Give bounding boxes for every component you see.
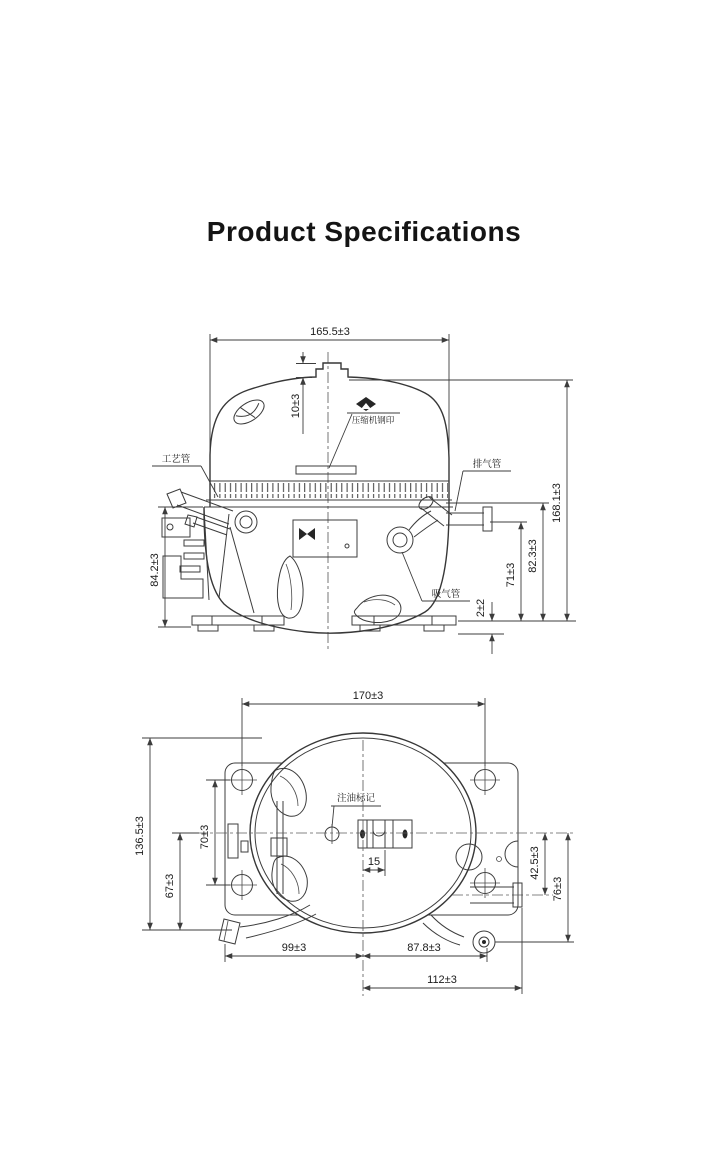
process-tube-callout xyxy=(152,453,218,497)
mounting-feet xyxy=(192,616,456,631)
top-view-drawing xyxy=(110,680,590,1010)
svg-text:2±2: 2±2 xyxy=(475,598,487,618)
process-tube-label: 工艺管 xyxy=(161,454,191,465)
nameplate xyxy=(293,520,357,557)
dim-pipe-offset xyxy=(529,833,545,895)
svg-text:10±3: 10±3 xyxy=(290,393,302,419)
svg-text:87.8±3: 87.8±3 xyxy=(407,942,441,954)
svg-text:82.3±3: 82.3±3 xyxy=(527,539,539,573)
rubber-mounts xyxy=(277,556,401,623)
svg-text:67±3: 67±3 xyxy=(164,873,176,899)
plate-notch xyxy=(505,841,518,867)
svg-text:71±3: 71±3 xyxy=(505,562,517,588)
dim-right-span xyxy=(363,942,487,962)
page-title: Product Specifications xyxy=(206,216,522,247)
cooling-fins-band xyxy=(204,481,453,507)
plate-slots xyxy=(228,824,248,858)
dim-left-span xyxy=(225,942,363,962)
svg-text:15: 15 xyxy=(367,856,381,868)
suction-tube-callout xyxy=(402,552,470,601)
svg-text:42.5±3: 42.5±3 xyxy=(529,846,541,880)
svg-text:168.1±3: 168.1±3 xyxy=(551,483,563,523)
svg-text:165.5±3: 165.5±3 xyxy=(310,326,350,338)
stamp-mark-callout xyxy=(296,397,400,474)
discharge-tube-label: 排气管 xyxy=(472,459,502,470)
svg-text:170±3: 170±3 xyxy=(352,690,384,702)
dim-plate-depth xyxy=(134,738,262,930)
svg-text:70±3: 70±3 xyxy=(199,824,211,850)
oil-mark-label: 注油标记 xyxy=(336,793,376,804)
front-view-drawing xyxy=(140,320,600,660)
dim-bracket-height xyxy=(290,352,316,434)
dim-center-to-edge xyxy=(164,833,199,930)
suction-tube-label: 吸气管 xyxy=(431,589,461,600)
dome-vent-hole xyxy=(230,395,268,429)
svg-text:112±3: 112±3 xyxy=(427,974,457,986)
stamp-slot xyxy=(296,466,356,474)
small-hole xyxy=(497,857,502,862)
svg-text:84.2±3: 84.2±3 xyxy=(149,553,161,587)
svg-text:136.5±3: 136.5±3 xyxy=(134,816,146,856)
svg-text:76±3: 76±3 xyxy=(552,876,564,902)
dim-front-top-width xyxy=(210,326,449,452)
stamp-mark-label: 压缩机钢印 xyxy=(351,415,395,425)
svg-text:99±3: 99±3 xyxy=(281,942,307,954)
